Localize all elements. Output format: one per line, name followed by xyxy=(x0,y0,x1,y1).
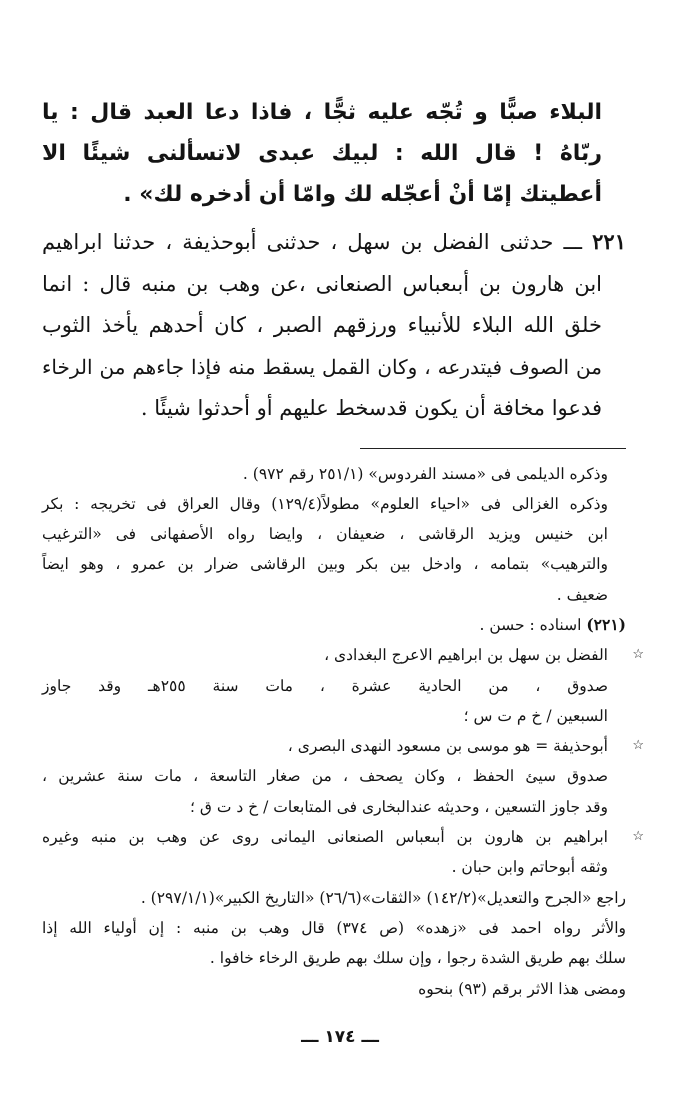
narrator-line: صدوق سيئ الحفظ ، وكان يصحف ، من صغار التاسعة ، مات سنة عشرين ، xyxy=(42,767,608,786)
note-line: وذكره الديلمى فى «مسند الفردوس» (٢٥١/١ رقم ٩٧٢) . xyxy=(242,464,608,483)
narrator-line: ☆ الفضل بن سهل بن ابراهيم الاعرج البغدادى ، xyxy=(42,640,626,670)
narration-line: خلق الله البلاء للأنبياء ورزقهم الصبر ، كان أحدهم يأخذ الثوب xyxy=(42,313,602,337)
narrator-line: ☆ ابراهيم بن هارون بن أبىعباس الصنعانى اليمانى روى عن وهب بن منبه وغيره xyxy=(42,822,626,852)
narrator-line: صدوق ، من الحادية عشرة ، مات سنة ٢٥٥هـ وقد جاوز xyxy=(42,676,608,695)
narration-line: حدثنى الفضل بن سهل ، حدثنى أبوحذيفة ، حدثنا ابراهيم xyxy=(42,230,554,254)
star-icon: ☆ xyxy=(632,738,644,754)
footnotes xyxy=(42,459,644,1004)
reference-line: راجع «الجرح والتعديل»(١٤٢/٢) «الثقات»(٢٦/٦) «التاريخ الكبير»(٢٩٧/١/١) . xyxy=(140,888,626,907)
narration-block xyxy=(42,221,626,430)
hadith-line: ربّاهُ ! قال الله : لبيك عبدى لاتسألنى شيئًا الا xyxy=(42,141,602,166)
reference-line: والأثر رواه احمد فى «زهده» (ص ٣٧٤) قال وهب بن منبه : إن أولياء الله إذا xyxy=(42,918,626,937)
note-line: وذكره الغزالى فى «احياء العلوم» مطولاً(١٢٩/٤) وقال العراق فى تخريجه : بكر xyxy=(42,494,609,513)
star-icon: ☆ xyxy=(632,647,644,663)
narration-first-line xyxy=(42,221,626,264)
narrator-line: وقد جاوز التسعين ، وحديثه عندالبخارى فى المتابعات / خ د ت ق ؛ xyxy=(190,797,608,816)
narrator-line: وثقه أبوحاتم وابن حبان . xyxy=(451,858,608,877)
hadith-line: البلاء صبًّا و تُجّه عليه ثجًّا ، فاذا دعا العبد قال : يا xyxy=(42,100,602,125)
hadith-line: أعطيتك إمّا أنْ أعجّله لك وامّا أن أدخره لك» . xyxy=(123,182,602,207)
narration-line: من الصوف فيتدرعه ، وكان القمل يسقط منه فإذا جاءهم من الرخاء xyxy=(42,354,602,379)
reference-line: ومضى هذا الاثر برقم (٩٣) بنحوه xyxy=(418,979,626,998)
isnad-label: (٢٢١) xyxy=(586,614,626,634)
isnad-text: اسناده : حسن . xyxy=(479,615,582,634)
narrator-line: السبعين / خ م ت س ؛ xyxy=(463,706,608,725)
footnote-divider xyxy=(360,448,626,449)
narration-dash: ـــ xyxy=(563,230,583,254)
note-line: ابن خنيس ويزيد الرقاشى ، ضعيفان ، وايضا رواه الأصفهانى فى «الترغيب xyxy=(42,525,608,544)
narration-number: ٢٢١ xyxy=(592,229,626,254)
narrator-line: ☆ أبوحذيفة = هو موسى بن مسعود النهدى البصرى ، xyxy=(42,731,626,761)
note-line: ضعيف . xyxy=(556,585,608,604)
narration-line: ابن هارون بن أبىعباس الصنعانى ،عن وهب بن منبه قال : انما xyxy=(42,271,602,296)
page-number: ـــ ١٧٤ ـــ xyxy=(301,1027,379,1047)
narration-line: فدعوا مخافة أن يكون قدسخط عليهم أو أحدثوا شيئًا . xyxy=(140,396,602,420)
reference-line: سلك بهم طريق الشدة رجوا ، وإن سلك بهم طريق الرخاء خافوا . xyxy=(209,949,626,968)
star-icon: ☆ xyxy=(632,829,644,845)
isnad-line xyxy=(42,610,626,640)
note-line: والترهيب» بتمامه ، وادخل بين بكر وبين الرقاشى ضرار بن عمرو ، وهو ايضاً xyxy=(42,555,608,574)
hadith-text-block xyxy=(42,92,626,215)
